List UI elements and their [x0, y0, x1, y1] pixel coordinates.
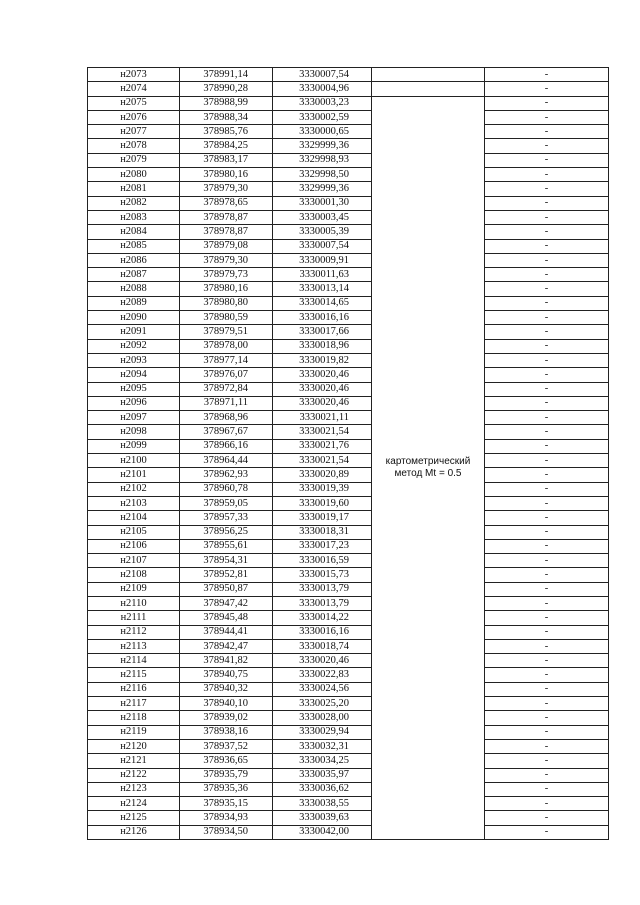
table-row [88, 782, 609, 796]
point-id-cell: н2085 [88, 239, 180, 253]
table-row [88, 697, 609, 711]
point-id-cell: н2114 [88, 654, 180, 668]
y-coordinate-cell: 3330000,65 [273, 125, 372, 139]
point-id-cell: н2119 [88, 725, 180, 739]
precision-cell: - [485, 96, 609, 110]
x-coordinate-cell: 378991,14 [180, 68, 273, 82]
y-coordinate-cell: 3330009,91 [273, 253, 372, 267]
y-coordinate-cell: 3330016,59 [273, 554, 372, 568]
precision-cell: - [485, 625, 609, 639]
precision-cell: - [485, 468, 609, 482]
table-row [88, 253, 609, 267]
precision-cell: - [485, 196, 609, 210]
table-row [88, 268, 609, 282]
x-coordinate-cell: 378964,44 [180, 454, 273, 468]
y-coordinate-cell: 3330014,65 [273, 296, 372, 310]
precision-cell: - [485, 325, 609, 339]
precision-cell: - [485, 697, 609, 711]
x-coordinate-cell: 378984,25 [180, 139, 273, 153]
table-row [88, 554, 609, 568]
point-id-cell: н2095 [88, 382, 180, 396]
x-coordinate-cell: 378934,93 [180, 811, 273, 825]
precision-cell: - [485, 168, 609, 182]
x-coordinate-cell: 378979,73 [180, 268, 273, 282]
x-coordinate-cell: 378954,31 [180, 554, 273, 568]
table-row [88, 482, 609, 496]
y-coordinate-cell: 3330029,94 [273, 725, 372, 739]
precision-cell: - [485, 811, 609, 825]
x-coordinate-cell: 378940,32 [180, 682, 273, 696]
table-row [88, 353, 609, 367]
table-row [88, 311, 609, 325]
table-row [88, 625, 609, 639]
precision-cell: - [485, 439, 609, 453]
point-id-cell: н2120 [88, 739, 180, 753]
point-id-cell: н2077 [88, 125, 180, 139]
precision-cell: - [485, 539, 609, 553]
y-coordinate-cell: 3330013,79 [273, 596, 372, 610]
y-coordinate-cell: 3330007,54 [273, 239, 372, 253]
x-coordinate-cell: 378939,02 [180, 711, 273, 725]
precision-cell: - [485, 525, 609, 539]
point-id-cell: н2089 [88, 296, 180, 310]
precision-cell: - [485, 725, 609, 739]
point-id-cell: н2109 [88, 582, 180, 596]
point-id-cell: н2091 [88, 325, 180, 339]
y-coordinate-cell: 3330025,20 [273, 697, 372, 711]
y-coordinate-cell: 3330017,66 [273, 325, 372, 339]
precision-cell: - [485, 382, 609, 396]
point-id-cell: н2090 [88, 311, 180, 325]
precision-cell: - [485, 668, 609, 682]
y-coordinate-cell: 3330013,79 [273, 582, 372, 596]
point-id-cell: н2111 [88, 611, 180, 625]
y-coordinate-cell: 3330038,55 [273, 797, 372, 811]
precision-cell: - [485, 782, 609, 796]
point-id-cell: н2075 [88, 96, 180, 110]
point-id-cell: н2099 [88, 439, 180, 453]
x-coordinate-cell: 378934,50 [180, 825, 273, 839]
precision-cell: - [485, 368, 609, 382]
point-id-cell: н2118 [88, 711, 180, 725]
precision-cell: - [485, 339, 609, 353]
table-row [88, 711, 609, 725]
precision-cell: - [485, 754, 609, 768]
table-row [88, 454, 609, 468]
table-row [88, 225, 609, 239]
y-coordinate-cell: 3330003,45 [273, 210, 372, 224]
table-row [88, 511, 609, 525]
y-coordinate-cell: 3330002,59 [273, 110, 372, 124]
point-id-cell: н2096 [88, 396, 180, 410]
y-coordinate-cell: 3330019,39 [273, 482, 372, 496]
precision-cell: - [485, 253, 609, 267]
table-row [88, 725, 609, 739]
y-coordinate-cell: 3330028,00 [273, 711, 372, 725]
point-id-cell: н2115 [88, 668, 180, 682]
precision-cell: - [485, 82, 609, 96]
x-coordinate-cell: 378980,80 [180, 296, 273, 310]
x-coordinate-cell: 378962,93 [180, 468, 273, 482]
x-coordinate-cell: 378983,17 [180, 153, 273, 167]
precision-cell: - [485, 554, 609, 568]
x-coordinate-cell: 378979,51 [180, 325, 273, 339]
table-row [88, 282, 609, 296]
x-coordinate-cell: 378980,16 [180, 168, 273, 182]
precision-cell: - [485, 496, 609, 510]
x-coordinate-cell: 378988,99 [180, 96, 273, 110]
table-row [88, 639, 609, 653]
table-row [88, 754, 609, 768]
precision-cell: - [485, 768, 609, 782]
x-coordinate-cell: 378945,48 [180, 611, 273, 625]
table-row [88, 382, 609, 396]
point-id-cell: н2078 [88, 139, 180, 153]
table-row [88, 239, 609, 253]
precision-cell: - [485, 797, 609, 811]
precision-cell: - [485, 411, 609, 425]
table-row [88, 296, 609, 310]
y-coordinate-cell: 3330013,14 [273, 282, 372, 296]
precision-cell: - [485, 125, 609, 139]
y-coordinate-cell: 3330015,73 [273, 568, 372, 582]
y-coordinate-cell: 3330019,82 [273, 353, 372, 367]
precision-cell: - [485, 296, 609, 310]
y-coordinate-cell: 3330034,25 [273, 754, 372, 768]
point-id-cell: н2113 [88, 639, 180, 653]
x-coordinate-cell: 378980,59 [180, 311, 273, 325]
point-id-cell: н2117 [88, 697, 180, 711]
point-id-cell: н2116 [88, 682, 180, 696]
y-coordinate-cell: 3330004,96 [273, 82, 372, 96]
x-coordinate-cell: 378940,10 [180, 697, 273, 711]
point-id-cell: н2073 [88, 68, 180, 82]
table-row [88, 339, 609, 353]
point-id-cell: н2104 [88, 511, 180, 525]
y-coordinate-cell: 3330001,30 [273, 196, 372, 210]
precision-cell: - [485, 825, 609, 839]
x-coordinate-cell: 378938,16 [180, 725, 273, 739]
point-id-cell: н2100 [88, 454, 180, 468]
point-id-cell: н2081 [88, 182, 180, 196]
precision-cell: - [485, 153, 609, 167]
x-coordinate-cell: 378967,67 [180, 425, 273, 439]
table-row [88, 768, 609, 782]
point-id-cell: н2106 [88, 539, 180, 553]
precision-cell: - [485, 482, 609, 496]
x-coordinate-cell: 378956,25 [180, 525, 273, 539]
table-row [88, 196, 609, 210]
precision-cell: - [485, 639, 609, 653]
point-id-cell: н2097 [88, 411, 180, 425]
method-cell [372, 96, 485, 839]
coordinates-table [87, 67, 609, 840]
table-row [88, 125, 609, 139]
table-row [88, 525, 609, 539]
y-coordinate-cell: 3330003,23 [273, 96, 372, 110]
x-coordinate-cell: 378960,78 [180, 482, 273, 496]
precision-cell: - [485, 739, 609, 753]
table-row [88, 468, 609, 482]
table-row [88, 539, 609, 553]
y-coordinate-cell: 3330016,16 [273, 625, 372, 639]
x-coordinate-cell: 378985,76 [180, 125, 273, 139]
x-coordinate-cell: 378947,42 [180, 596, 273, 610]
y-coordinate-cell: 3330018,96 [273, 339, 372, 353]
precision-cell: - [485, 568, 609, 582]
table-row [88, 568, 609, 582]
x-coordinate-cell: 378990,28 [180, 82, 273, 96]
y-coordinate-cell: 3330020,46 [273, 654, 372, 668]
x-coordinate-cell: 378978,00 [180, 339, 273, 353]
point-id-cell: н2074 [88, 82, 180, 96]
point-id-cell: н2084 [88, 225, 180, 239]
point-id-cell: н2126 [88, 825, 180, 839]
y-coordinate-cell: 3330021,54 [273, 454, 372, 468]
point-id-cell: н2079 [88, 153, 180, 167]
y-coordinate-cell: 3330017,23 [273, 539, 372, 553]
y-coordinate-cell: 3330024,56 [273, 682, 372, 696]
y-coordinate-cell: 3330005,39 [273, 225, 372, 239]
point-id-cell: н2108 [88, 568, 180, 582]
point-id-cell: н2101 [88, 468, 180, 482]
y-coordinate-cell: 3330039,63 [273, 811, 372, 825]
coordinates-table-body [88, 68, 609, 840]
y-coordinate-cell: 3330011,63 [273, 268, 372, 282]
y-coordinate-cell: 3330018,74 [273, 639, 372, 653]
x-coordinate-cell: 378971,11 [180, 396, 273, 410]
point-id-cell: н2110 [88, 596, 180, 610]
precision-cell: - [485, 225, 609, 239]
table-row [88, 82, 609, 96]
table-row [88, 182, 609, 196]
point-id-cell: н2112 [88, 625, 180, 639]
y-coordinate-cell: 3330021,11 [273, 411, 372, 425]
x-coordinate-cell: 378957,33 [180, 511, 273, 525]
x-coordinate-cell: 378955,61 [180, 539, 273, 553]
table-row [88, 368, 609, 382]
point-id-cell: н2087 [88, 268, 180, 282]
table-row [88, 325, 609, 339]
method-name: картометрический [385, 455, 471, 467]
x-coordinate-cell: 378944,41 [180, 625, 273, 639]
table-row [88, 153, 609, 167]
x-coordinate-cell: 378935,36 [180, 782, 273, 796]
table-row [88, 139, 609, 153]
x-coordinate-cell: 378966,16 [180, 439, 273, 453]
point-id-cell: н2102 [88, 482, 180, 496]
point-id-cell: н2080 [88, 168, 180, 182]
precision-cell: - [485, 311, 609, 325]
table-row [88, 210, 609, 224]
table-row [88, 611, 609, 625]
precision-cell: - [485, 110, 609, 124]
point-id-cell: н2082 [88, 196, 180, 210]
x-coordinate-cell: 378979,30 [180, 253, 273, 267]
precision-cell: - [485, 611, 609, 625]
y-coordinate-cell: 3330020,46 [273, 368, 372, 382]
x-coordinate-cell: 378980,16 [180, 282, 273, 296]
y-coordinate-cell: 3330036,62 [273, 782, 372, 796]
y-coordinate-cell: 3330022,83 [273, 668, 372, 682]
table-row [88, 596, 609, 610]
table-row [88, 797, 609, 811]
x-coordinate-cell: 378978,87 [180, 210, 273, 224]
y-coordinate-cell: 3329999,36 [273, 139, 372, 153]
x-coordinate-cell: 378937,52 [180, 739, 273, 753]
precision-cell: - [485, 596, 609, 610]
y-coordinate-cell: 3329998,93 [273, 153, 372, 167]
table-row [88, 668, 609, 682]
table-row [88, 96, 609, 110]
method-accuracy: метод Mt = 0.5 [394, 467, 462, 479]
table-row [88, 739, 609, 753]
precision-cell: - [485, 682, 609, 696]
method-cell-empty [372, 82, 485, 96]
precision-cell: - [485, 182, 609, 196]
y-coordinate-cell: 3330020,46 [273, 382, 372, 396]
y-coordinate-cell: 3329998,50 [273, 168, 372, 182]
x-coordinate-cell: 378978,87 [180, 225, 273, 239]
y-coordinate-cell: 3330018,31 [273, 525, 372, 539]
precision-cell: - [485, 268, 609, 282]
x-coordinate-cell: 378976,07 [180, 368, 273, 382]
y-coordinate-cell: 3330014,22 [273, 611, 372, 625]
x-coordinate-cell: 378940,75 [180, 668, 273, 682]
x-coordinate-cell: 378988,34 [180, 110, 273, 124]
x-coordinate-cell: 378941,82 [180, 654, 273, 668]
precision-cell: - [485, 425, 609, 439]
point-id-cell: н2088 [88, 282, 180, 296]
point-id-cell: н2123 [88, 782, 180, 796]
table-row [88, 425, 609, 439]
point-id-cell: н2105 [88, 525, 180, 539]
x-coordinate-cell: 378935,15 [180, 797, 273, 811]
x-coordinate-cell: 378972,84 [180, 382, 273, 396]
y-coordinate-cell: 3330016,16 [273, 311, 372, 325]
table-row [88, 825, 609, 839]
x-coordinate-cell: 378942,47 [180, 639, 273, 653]
table-row [88, 168, 609, 182]
y-coordinate-cell: 3330019,17 [273, 511, 372, 525]
precision-cell: - [485, 511, 609, 525]
x-coordinate-cell: 378977,14 [180, 353, 273, 367]
y-coordinate-cell: 3330019,60 [273, 496, 372, 510]
y-coordinate-cell: 3330021,54 [273, 425, 372, 439]
table-row [88, 439, 609, 453]
precision-cell: - [485, 454, 609, 468]
point-id-cell: н2076 [88, 110, 180, 124]
x-coordinate-cell: 378978,65 [180, 196, 273, 210]
table-row [88, 110, 609, 124]
precision-cell: - [485, 711, 609, 725]
table-row [88, 582, 609, 596]
point-id-cell: н2107 [88, 554, 180, 568]
precision-cell: - [485, 282, 609, 296]
point-id-cell: н2121 [88, 754, 180, 768]
precision-cell: - [485, 139, 609, 153]
table-row [88, 496, 609, 510]
precision-cell: - [485, 210, 609, 224]
table-row [88, 411, 609, 425]
point-id-cell: н2125 [88, 811, 180, 825]
y-coordinate-cell: 3330042,00 [273, 825, 372, 839]
x-coordinate-cell: 378950,87 [180, 582, 273, 596]
point-id-cell: н2094 [88, 368, 180, 382]
point-id-cell: н2093 [88, 353, 180, 367]
x-coordinate-cell: 378935,79 [180, 768, 273, 782]
precision-cell: - [485, 396, 609, 410]
precision-cell: - [485, 68, 609, 82]
point-id-cell: н2124 [88, 797, 180, 811]
table-row [88, 682, 609, 696]
point-id-cell: н2122 [88, 768, 180, 782]
x-coordinate-cell: 378979,30 [180, 182, 273, 196]
y-coordinate-cell: 3330032,31 [273, 739, 372, 753]
table-row [88, 68, 609, 82]
point-id-cell: н2098 [88, 425, 180, 439]
y-coordinate-cell: 3329999,36 [273, 182, 372, 196]
point-id-cell: н2083 [88, 210, 180, 224]
y-coordinate-cell: 3330035,97 [273, 768, 372, 782]
x-coordinate-cell: 378959,05 [180, 496, 273, 510]
x-coordinate-cell: 378979,08 [180, 239, 273, 253]
precision-cell: - [485, 582, 609, 596]
precision-cell: - [485, 654, 609, 668]
x-coordinate-cell: 378968,96 [180, 411, 273, 425]
y-coordinate-cell: 3330020,46 [273, 396, 372, 410]
table-row [88, 811, 609, 825]
point-id-cell: н2103 [88, 496, 180, 510]
method-cell-empty [372, 68, 485, 82]
point-id-cell: н2086 [88, 253, 180, 267]
y-coordinate-cell: 3330020,89 [273, 468, 372, 482]
table-row [88, 654, 609, 668]
point-id-cell: н2092 [88, 339, 180, 353]
y-coordinate-cell: 3330007,54 [273, 68, 372, 82]
table-row [88, 396, 609, 410]
precision-cell: - [485, 353, 609, 367]
x-coordinate-cell: 378952,81 [180, 568, 273, 582]
precision-cell: - [485, 239, 609, 253]
y-coordinate-cell: 3330021,76 [273, 439, 372, 453]
x-coordinate-cell: 378936,65 [180, 754, 273, 768]
